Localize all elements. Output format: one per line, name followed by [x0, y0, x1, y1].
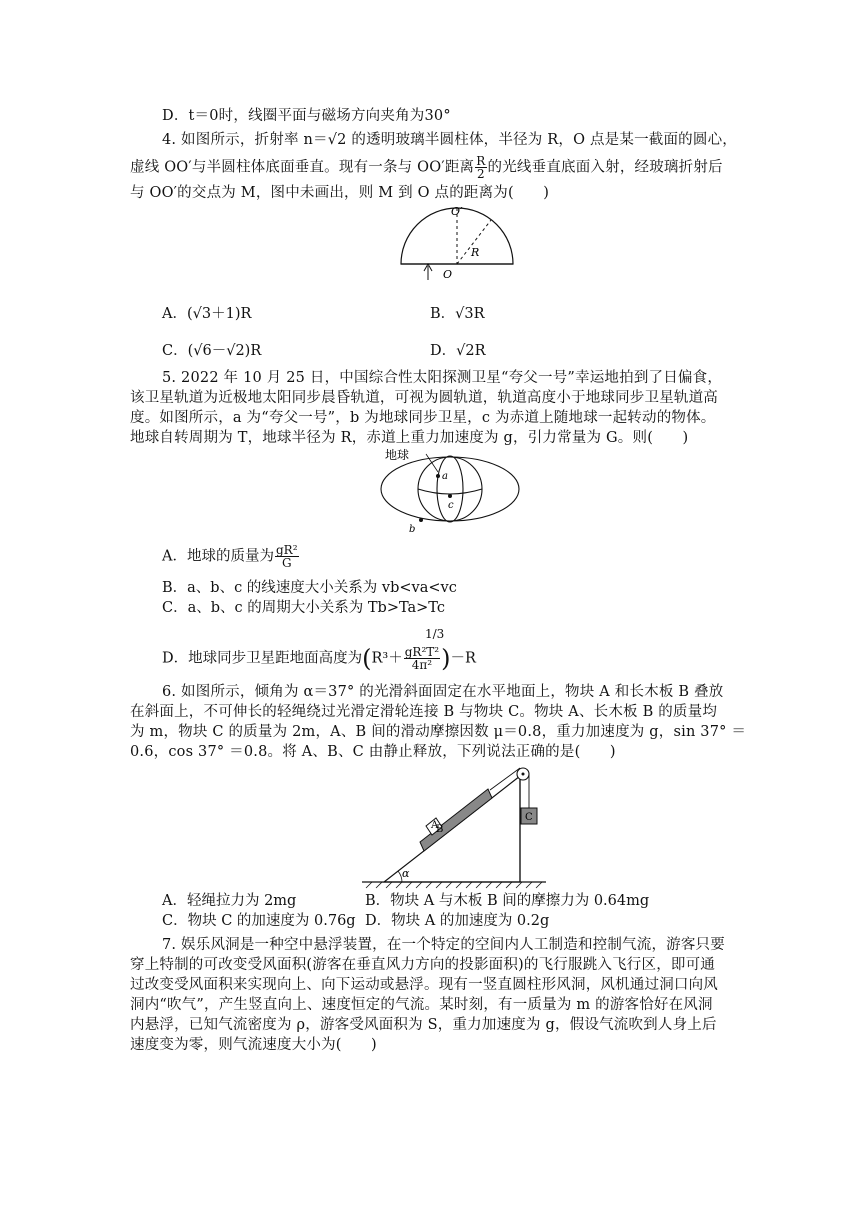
q5-option-d-fraction: [404, 646, 440, 671]
q5-option-d-lparen: (: [362, 644, 372, 673]
q7-stem-line6: 速度变为零，则气流速度大小为( ): [130, 1037, 377, 1053]
q5-option-b: B．a、b、c 的线速度大小关系为 vb<va<vc: [162, 580, 457, 596]
q7-stem-line4: 洞内“吹气”，产生竖直向上、速度恒定的气流。某时刻，有一质量为 m 的游客恰好在风洞: [130, 997, 713, 1013]
q5-option-d-inner: R³＋: [371, 650, 403, 667]
q6-stem-line4: 0.6，cos 37° ＝0.8。将 A、B、C 由静止释放，下列说法正确的是( ): [130, 744, 616, 760]
q6-option-b: B．物块 A 与木板 B 间的摩擦力为 0.64mg: [365, 893, 650, 909]
q4-stem-line2: [130, 155, 723, 180]
q4-stem-line2a: 虚线 OO′与半圆柱体底面垂直。现有一条与 OO′距离: [130, 159, 475, 176]
q4-option-d: D．√2R: [430, 343, 486, 359]
q6-option-c: C．物块 C 的加速度为 0.76g: [162, 913, 356, 929]
q7-stem-line2: 穿上特制的可改变受风面积(游客在垂直风力方向的投影面积)的飞行服跳入飞行区，即可通: [130, 957, 716, 973]
pulley-axle: [522, 773, 525, 776]
label-b: B: [436, 824, 444, 835]
q5-figure-orbits: [378, 446, 548, 536]
q5-option-a-num: gR²: [275, 543, 298, 557]
q5-stem-line3: 度。如图所示，a 为“夸父一号”，b 为地球同步卫星，c 为赤道上随地球一起转动的物体。: [130, 410, 716, 426]
label-alpha: α: [402, 867, 410, 880]
q5-option-d-tail: －R: [450, 650, 476, 667]
label-earth: 地球: [385, 448, 410, 462]
q5-option-d: [162, 646, 476, 671]
label-c: C: [525, 812, 533, 823]
q4-frac-num: R: [476, 154, 486, 168]
q5-option-d-text: D．地球同步卫星距地面高度为: [162, 650, 363, 667]
q7-stem-line3: 过改变受风面积来实现向上、向下运动或悬浮。现有一竖直圆柱形风洞，风机通过洞口向风: [130, 977, 718, 993]
equator-line: [418, 489, 482, 494]
label-c: c: [448, 500, 454, 511]
q4-frac-den: 2: [476, 167, 485, 181]
q5-stem-line2: 该卫星轨道为近极地太阳同步晨昏轨道，可视为圆轨道，轨道高度小于地球同步卫星轨道高: [130, 390, 718, 406]
earth-circle: [418, 457, 482, 521]
earth-label-pointer: [426, 454, 438, 472]
label-r: R: [471, 246, 480, 259]
point-c-dot: [448, 494, 452, 498]
q5-option-a-fraction: [275, 544, 299, 569]
q4-stem-line1: 4. 如图所示，折射率 n＝√2 的透明玻璃半圆柱体，半径为 R，O 点是某一截面的圆心，: [162, 132, 737, 148]
q5-stem-line4: 地球自转周期为 T，地球半径为 R，赤道上重力加速度为 g，引力常量为 G。则( ): [130, 430, 689, 446]
q5-stem-line1: 5. 2022 年 10 月 25 日，中国综合性太阳探测卫星“夸父一号”幸运地拍到了日偏食，: [162, 370, 723, 386]
synchronous-orbit-ellipse: [381, 457, 519, 521]
label-o: O: [443, 268, 453, 281]
ground-hatching: [366, 882, 542, 888]
label-o-prime: O′: [451, 205, 463, 218]
q5-option-c: C．a、b、c 的周期大小关系为 Tb>Ta>Tc: [162, 600, 445, 616]
q5-option-d-den: 4π²: [411, 658, 433, 672]
label-a: A: [431, 820, 439, 831]
polar-orbit-ellipse: [437, 456, 463, 522]
point-b-dot: [419, 518, 423, 522]
q4-stem-line3: 与 OO′的交点为 M，图中未画出，则 M 到 O 点的距离为( ): [130, 185, 550, 201]
q7-stem-line1: 7. 娱乐风洞是一种空中悬浮装置，在一个特定的空间内人工制造和控制气流，游客只要: [162, 937, 725, 953]
q4-option-b: B．√3R: [430, 306, 485, 322]
q6-option-d: D．物块 A 的加速度为 0.2g: [365, 913, 550, 929]
q5-option-d-exponent: 1/3: [425, 627, 445, 641]
q5-option-d-rparen: ): [441, 644, 451, 673]
q6-stem-line1: 6. 如图所示，倾角为 α＝37° 的光滑斜面固定在水平地面上，物块 A 和长木板 B 叠放: [162, 684, 724, 700]
q5-option-a-den: G: [281, 556, 292, 570]
q6-figure-incline: [360, 760, 550, 890]
q5-option-a: [162, 544, 300, 569]
q4-figure-semicylinder: [395, 200, 525, 282]
q6-stem-line3: 为 m，物块 C 的质量为 2m，A、B 间的滑动摩擦因数 μ＝0.8，重力加速度为 g，sin 37° ＝: [130, 724, 747, 740]
q5-option-d-num: gR²T²: [404, 645, 440, 659]
q5-option-a-text: A．地球的质量为: [162, 548, 274, 565]
q4-option-a: A．(√3＋1)R: [162, 306, 252, 322]
q7-stem-line5: 内悬浮，已知气流密度为 ρ，游客受风面积为 S，重力加速度为 g，假设气流吹到人身上后: [130, 1017, 717, 1033]
q6-option-a: A．轻绳拉力为 2mg: [162, 893, 297, 909]
label-a: a: [442, 471, 448, 482]
q4-fraction: [475, 155, 486, 180]
q4-stem-line2b: 的光线垂直底面入射，经玻璃折射后: [487, 159, 723, 176]
label-b: b: [409, 524, 416, 535]
q3-option-d: D．t＝0时，线圈平面与磁场方向夹角为30°: [162, 108, 451, 124]
q6-stem-line2: 在斜面上，不可伸长的轻绳绕过光滑定滑轮连接 B 与物块 C。物块 A、长木板 B 的质量均: [130, 704, 718, 720]
q4-option-c: C．(√6－√2)R: [162, 343, 262, 359]
point-a-dot: [436, 474, 440, 478]
